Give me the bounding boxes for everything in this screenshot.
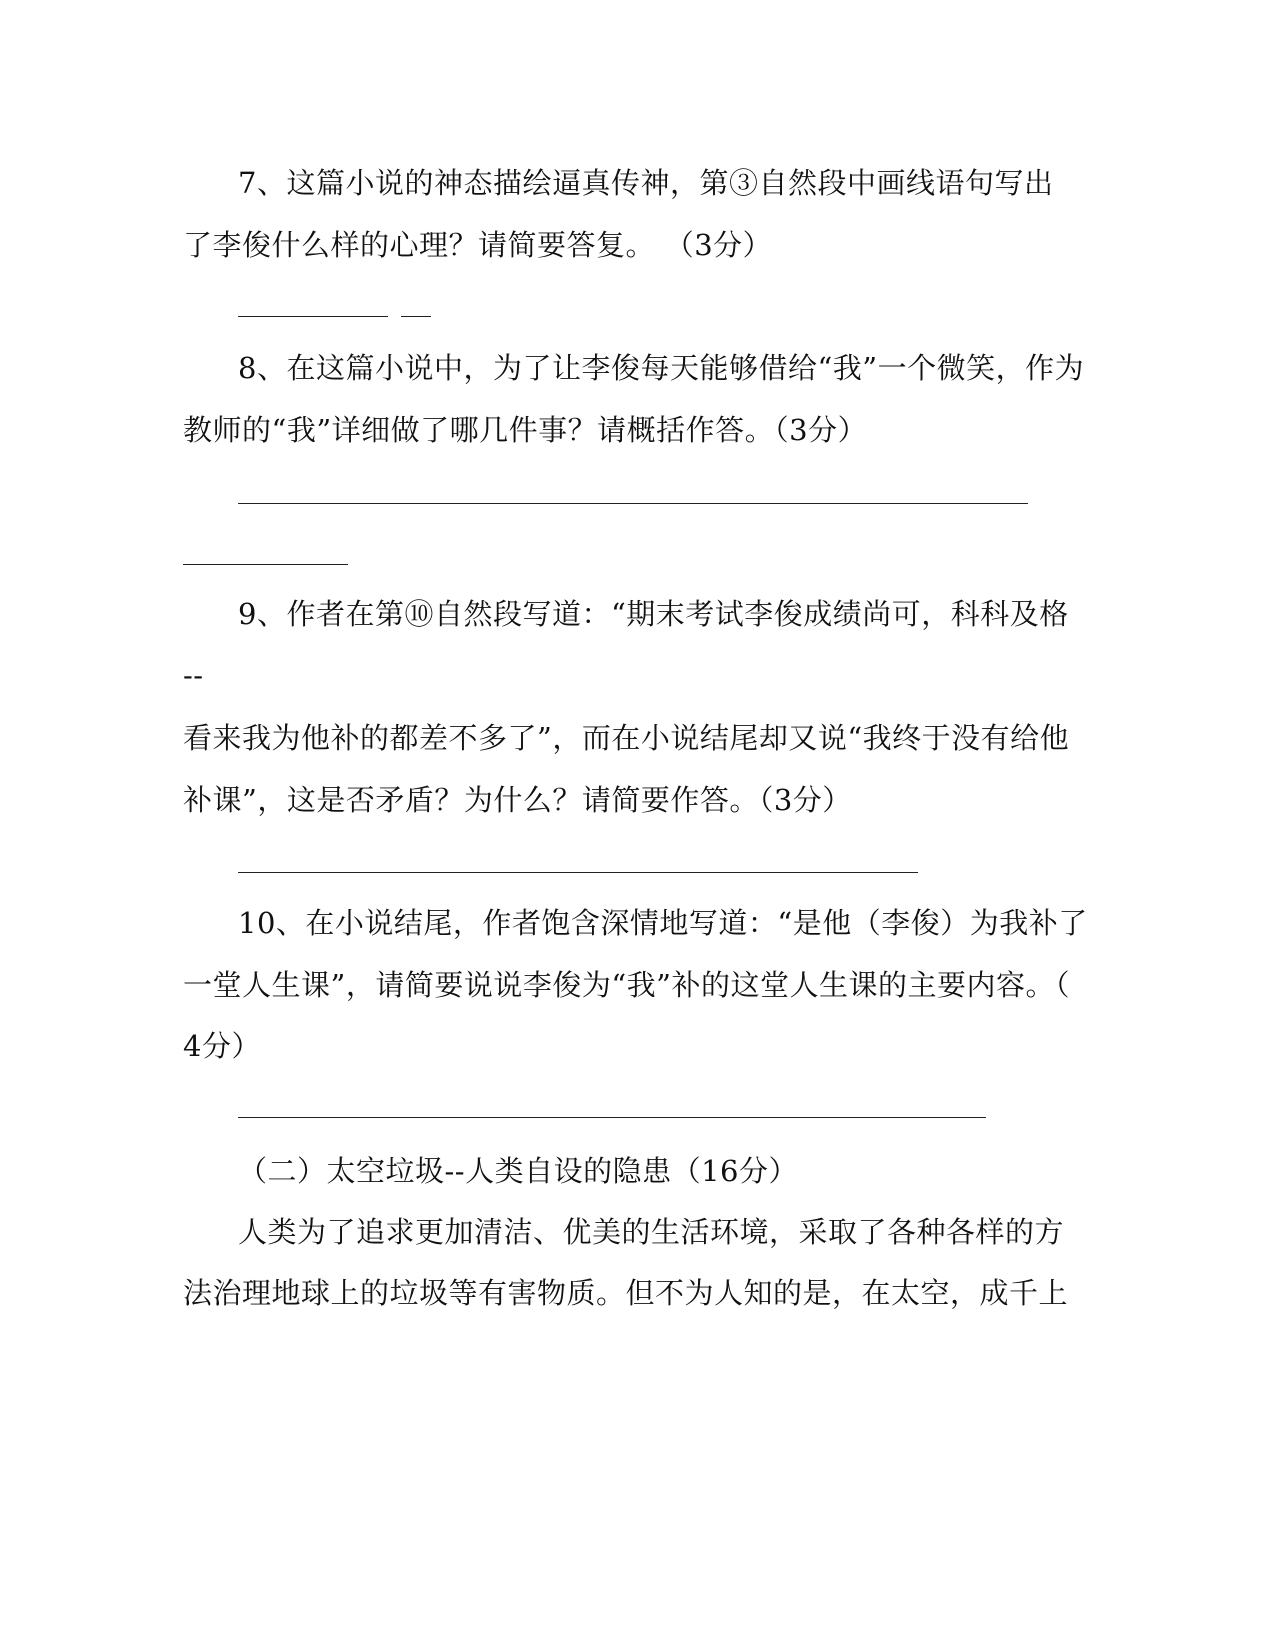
question-8-line-1: 8、在这篇小说中，为了让李俊每天能够借给“我”一个微笑，作为 [238, 351, 1085, 385]
answer-line-q8-a [238, 503, 1028, 504]
question-9-line-2: -- [183, 658, 204, 692]
answer-line-q7-a [238, 316, 388, 317]
question-10-line-1: 10、在小说结尾，作者饱含深情地写道：“是他（李俊）为我补了 [238, 906, 1088, 940]
question-10-line-3: 4分） [183, 1029, 261, 1063]
question-7-line-1: 7、这篇小说的神态描绘逼真传神，第③自然段中画线语句写出 [238, 166, 1054, 200]
answer-line-q7-b [401, 316, 431, 317]
answer-line-q10 [238, 1117, 986, 1118]
question-7-line-2: 了李俊什么样的心理？请简要答复。 （3分） [183, 228, 773, 262]
question-9-line-3: 看来我为他补的都差不多了”，而在小说结尾却又说“我终于没有给他 [183, 721, 1070, 755]
question-9-line-1: 9、作者在第⑩自然段写道：“期末考试李俊成绩尚可，科科及格 [238, 597, 1069, 631]
question-10-line-2: 一堂人生课”，请简要说说李俊为“我”补的这堂人生课的主要内容。（ [183, 968, 1070, 1002]
section-2-paragraph-line-1: 人类为了追求更加清洁、优美的生活环境，采取了各种各样的方 [238, 1215, 1065, 1249]
answer-line-q9 [238, 872, 918, 873]
section-2-heading: （二）太空垃圾--人类自设的隐患（16分） [238, 1154, 798, 1188]
question-9-line-4: 补课”，这是否矛盾？为什么？请简要作答。（3分） [183, 783, 852, 817]
answer-line-q8-b [183, 564, 348, 565]
section-2-paragraph-line-2: 法治理地球上的垃圾等有害物质。但不为人知的是，在太空，成千上 [183, 1276, 1069, 1310]
question-8-line-2: 教师的“我”详细做了哪几件事？请概括作答。（3分） [183, 413, 868, 447]
